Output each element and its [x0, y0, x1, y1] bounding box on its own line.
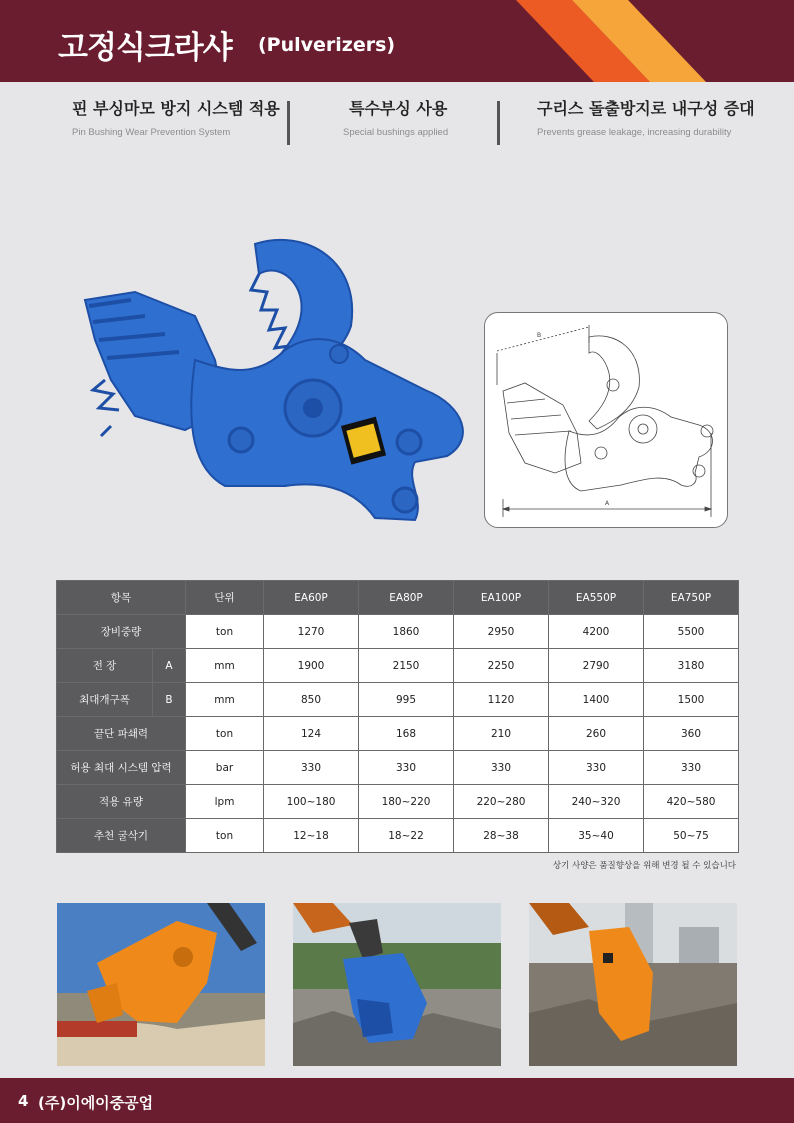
table-cell: 330 [644, 751, 739, 785]
table-cell: 210 [454, 717, 549, 751]
table-header: EA80P [359, 581, 454, 615]
feature-item [72, 96, 280, 138]
table-cell: 330 [264, 751, 359, 785]
site-photo-orange-1 [57, 903, 265, 1066]
table-header: 항목 [57, 581, 186, 615]
table-cell: 1120 [454, 683, 549, 717]
dimension-diagram [484, 312, 728, 528]
table-cell: 330 [549, 751, 644, 785]
table-cell: 5500 [644, 615, 739, 649]
table-cell: 850 [264, 683, 359, 717]
table-row [57, 683, 739, 717]
feature-title: 핀 부싱마모 방지 시스템 적용 [72, 99, 280, 118]
table-header-row [57, 581, 739, 615]
table-row-label: 허용 최대 시스템 압력 [57, 751, 186, 785]
table-cell-unit: ton [186, 819, 264, 853]
dimension-label-a: A [605, 500, 610, 507]
table-cell: 4200 [549, 615, 644, 649]
feature-title: 구리스 돌출방지로 내구성 증대 [537, 99, 755, 118]
table-header: EA60P [264, 581, 359, 615]
table-cell: 124 [264, 717, 359, 751]
page-number: 4 [18, 1092, 29, 1110]
table-cell: 2150 [359, 649, 454, 683]
table-row [57, 615, 739, 649]
feature-divider [287, 101, 290, 145]
table-row [57, 717, 739, 751]
table-cell: 50~75 [644, 819, 739, 853]
table-row [57, 649, 739, 683]
table-header: 단위 [186, 581, 264, 615]
table-cell: 1500 [644, 683, 739, 717]
feature-title: 특수부싱 사용 [349, 99, 448, 118]
table-cell: 1900 [264, 649, 359, 683]
feature-item [537, 96, 755, 138]
table-cell-unit: bar [186, 751, 264, 785]
table-cell-unit: ton [186, 615, 264, 649]
table-row [57, 751, 739, 785]
table-cell-unit: mm [186, 649, 264, 683]
table-cell: 2790 [549, 649, 644, 683]
company-name: (주)이에이중공업 [38, 1094, 154, 1112]
table-row-label: 최대개구폭 [57, 683, 153, 717]
table-row-label: 장비중량 [57, 615, 186, 649]
table-cell: 330 [454, 751, 549, 785]
table-cell: 260 [549, 717, 644, 751]
table-cell: 995 [359, 683, 454, 717]
table-header: EA100P [454, 581, 549, 615]
table-row [57, 819, 739, 853]
table-row-label: 끝단 파쇄력 [57, 717, 186, 751]
table-cell-unit: lpm [186, 785, 264, 819]
table-cell: 3180 [644, 649, 739, 683]
table-cell: 1270 [264, 615, 359, 649]
table-row-label: 추천 굴삭기 [57, 819, 186, 853]
page-subtitle: (Pulverizers) [258, 34, 396, 56]
table-cell: 1860 [359, 615, 454, 649]
page-footer [0, 1078, 794, 1123]
table-cell: 12~18 [264, 819, 359, 853]
pulverizer-product-image [75, 230, 475, 530]
table-cell: 2950 [454, 615, 549, 649]
spec-note: 상기 사양은 품질향상을 위해 변경 될 수 있습니다 [552, 861, 736, 871]
table-header: EA750P [644, 581, 739, 615]
table-cell: 360 [644, 717, 739, 751]
feature-item [343, 96, 448, 138]
table-cell: 168 [359, 717, 454, 751]
table-header: EA550P [549, 581, 644, 615]
table-row-sublabel: B [153, 683, 186, 717]
table-cell: 330 [359, 751, 454, 785]
table-cell: 100~180 [264, 785, 359, 819]
table-cell: 2250 [454, 649, 549, 683]
table-cell: 35~40 [549, 819, 644, 853]
feature-list [0, 96, 794, 152]
feature-caption: Prevents grease leakage, increasing durability [537, 127, 732, 138]
table-cell: 28~38 [454, 819, 549, 853]
table-cell-unit: ton [186, 717, 264, 751]
table-row-sublabel: A [153, 649, 186, 683]
table-cell: 420~580 [644, 785, 739, 819]
table-cell: 220~280 [454, 785, 549, 819]
dimension-drawing [485, 313, 727, 527]
table-cell: 180~220 [359, 785, 454, 819]
table-row-label: 전 장 [57, 649, 153, 683]
site-photo-orange-2 [529, 903, 737, 1066]
table-cell-unit: mm [186, 683, 264, 717]
spec-table [56, 580, 739, 853]
table-cell: 1400 [549, 683, 644, 717]
feature-caption: Special bushings applied [343, 127, 449, 138]
site-photo-blue [293, 903, 501, 1066]
table-row [57, 785, 739, 819]
table-cell: 240~320 [549, 785, 644, 819]
table-row-label: 적용 유량 [57, 785, 186, 819]
table-cell: 18~22 [359, 819, 454, 853]
dimension-label-b: B [537, 332, 542, 339]
feature-divider [497, 101, 500, 145]
page-header [0, 0, 794, 82]
page-title: 고정식크라샤 [58, 30, 232, 66]
feature-caption: Pin Bushing Wear Prevention System [72, 127, 231, 138]
